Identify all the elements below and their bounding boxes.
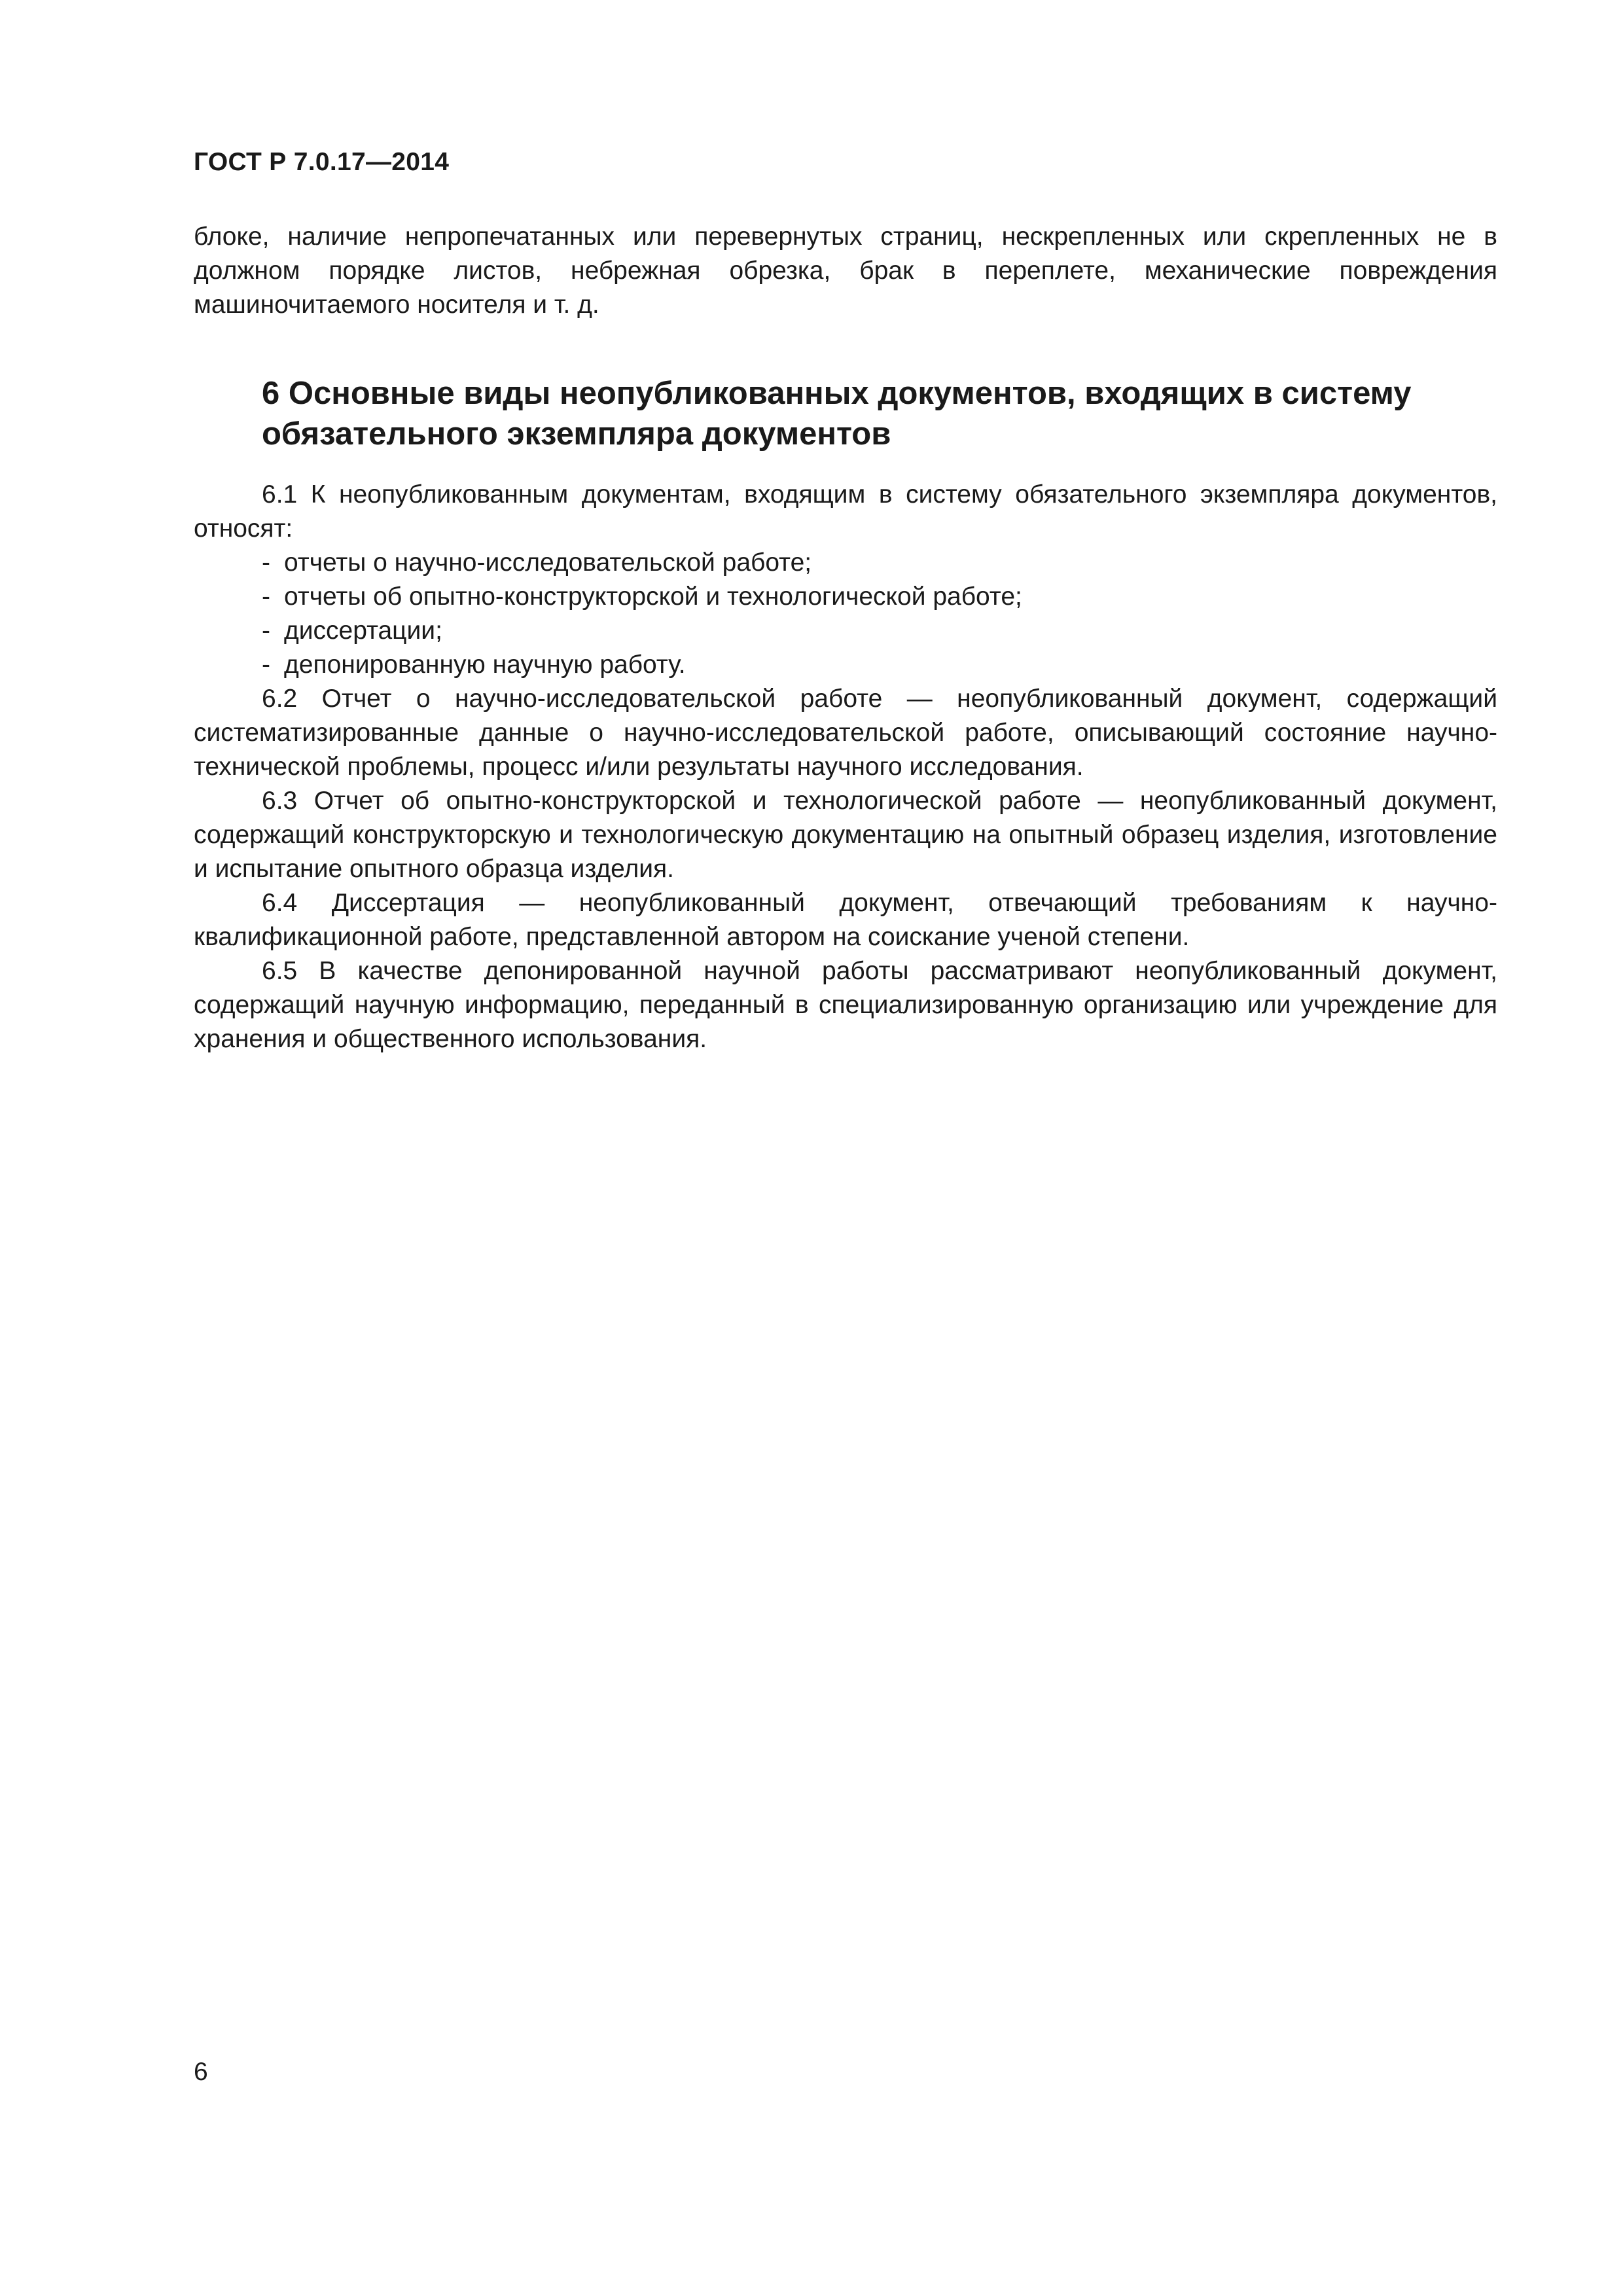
paragraph-6-1: 6.1 К неопубликованным документам, входящим в систему обязательного экземпляра документов, относят: [194, 480, 1497, 543]
intro-paragraph: блоке, наличие непропечатанных или перевернутых страниц, нескрепленных или скрепленных не в должном порядке листов, небрежная обрезка, брак в переплете, механические повреждения машиночитаемого носителя и т. д. [194, 223, 1497, 319]
list-item-text: диссертации; [284, 617, 442, 645]
paragraph-6-2: 6.2 Отчет о научно-исследовательской работе — неопубликованный документ, содержащий систематизированные данные о научно-исследовательской работе, описывающий состояние научно-технической проблемы, процесс и/или результаты научного исследования. [194, 685, 1497, 781]
list-item [262, 580, 1497, 614]
list-marker: - [262, 617, 270, 645]
list-item [262, 546, 1497, 580]
list-item [262, 614, 1497, 648]
document-code-header: ГОСТ Р 7.0.17—2014 [194, 148, 450, 176]
page-number: 6 [194, 2058, 208, 2086]
list-marker: - [262, 548, 270, 577]
list-item [262, 648, 1497, 682]
list-marker: - [262, 583, 270, 611]
list-item-text: отчеты об опытно-конструкторской и технологической работе; [284, 583, 1022, 611]
paragraph-6-3: 6.3 Отчет об опытно-конструкторской и технологической работе — неопубликованный документ, содержащий конструкторскую и технологическую документацию на опытный образец изделия, изготовление и испытание опытного образца изделия. [194, 787, 1497, 883]
list-item-text: отчеты о научно-исследовательской работе; [284, 548, 812, 577]
unpublished-document-types-list [194, 546, 1497, 682]
paragraph-6-4: 6.4 Диссертация — неопубликованный документ, отвечающий требованиям к научно-квалификационной работе, представленной автором на соискание ученой степени. [194, 889, 1497, 951]
page-content [194, 220, 1497, 1056]
list-item-text: депонированную научную работу. [284, 651, 686, 679]
list-marker: - [262, 651, 270, 679]
section-6-heading: 6 Основные виды неопубликованных документов, входящих в систему обязательного экземпляра документов [262, 376, 1412, 452]
paragraph-6-5: 6.5 В качестве депонированной научной работы рассматривают неопубликованный документ, содержащий научную информацию, переданный в специализированную организацию или учреждение для хранения и общественного использования. [194, 957, 1497, 1053]
